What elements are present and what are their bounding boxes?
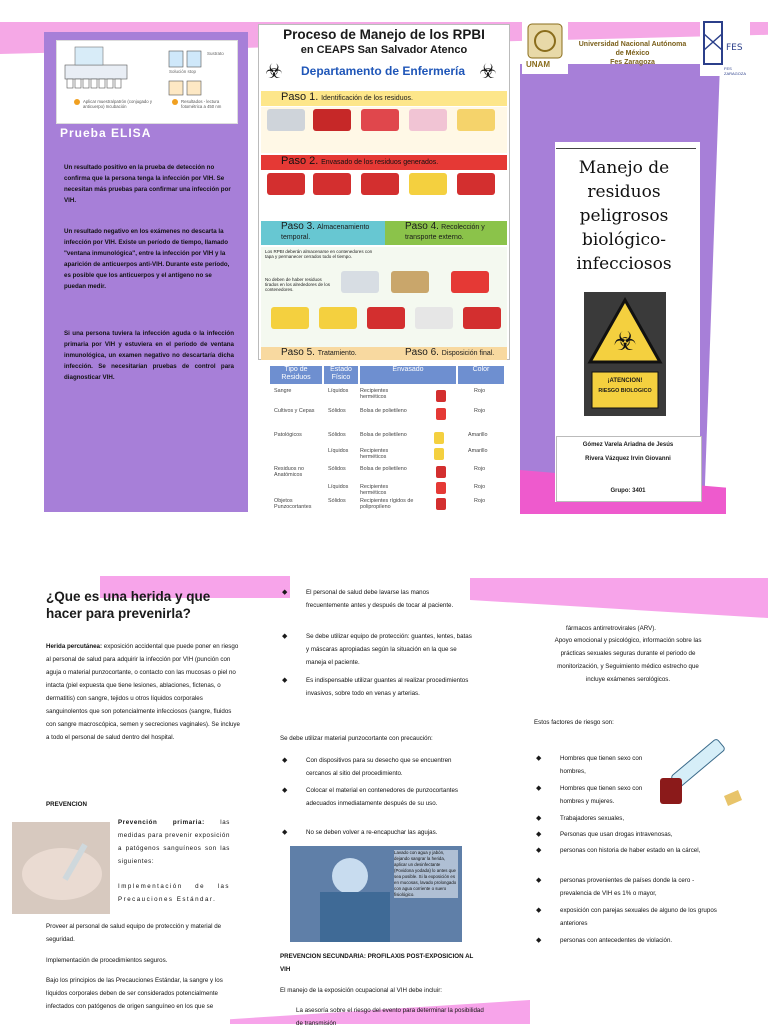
list-item: Con dispositivos para su desecho que se encuentren cercanos al sitio del procedimiento. — [306, 757, 452, 777]
table-cell: Sólidos — [328, 432, 346, 438]
bullet-icon: ◆ — [536, 755, 542, 762]
table-cell: Líquidos — [328, 484, 349, 490]
elisa-paragraph-negative: Un resultado negativo en los exámenes no descarta la infección por VIH. Existe un período de tiempo, llamado "ventana inmunológica", entre la infección por VIH y la aparición de anticuerpos anti-VIH. Durante este período, es posible que los anticuerpos y el antígeno no se puedan medir. — [64, 228, 230, 290]
list-item: Trabajadores sexuales, — [560, 815, 625, 822]
paso-2-header — [261, 155, 507, 170]
container-icon — [434, 432, 444, 444]
paso-5-num: Paso 5. — [281, 347, 315, 358]
table-cell: Recipientes herméticos — [360, 388, 389, 400]
waste-table — [270, 366, 504, 512]
table-cell: Rojo — [474, 466, 486, 472]
author-name-1: Gómez Varela Ariadna de Jesús — [582, 442, 674, 448]
list-item: personas con antecedentes de violación. — [560, 937, 673, 944]
list-item: Se debe utilizar equipo de protección: guantes, lentes, batas y máscaras apropiadas según la situación en la que se maneja el paciente. — [306, 633, 472, 666]
table-cell: Líquidos — [328, 448, 349, 454]
fes-logo-text: FES ZARAGOZA — [724, 66, 747, 76]
paso-2-num: Paso 2. — [281, 155, 319, 167]
table-cell: Bolsa de polietileno — [360, 432, 407, 438]
list-item: Personas que usan drogas intravenosas, — [560, 831, 673, 838]
elisa-title: Prueba ELISA — [60, 126, 152, 140]
hand-injury-photo — [12, 822, 110, 914]
biohazard-icon: ☣ — [479, 61, 497, 83]
paso-4-label: Recolección y transporte externo. — [405, 224, 485, 241]
svg-text:☣: ☣ — [613, 327, 637, 357]
list-item: Colocar el material en contenedores de punzocortantes adecuados inmediatamente después de su uso. — [306, 787, 459, 807]
paso-2-label: Envasado de los residuos generados. — [321, 159, 439, 166]
list-item: personas con historia de haber estado en la cárcel, — [560, 847, 701, 854]
elisa-sustrato-label: Sustrato — [207, 51, 224, 56]
herida-text: exposición accidental que puede poner en riesgo al personal de salud para adquirir la infección por VIH (punción con aguja o material punzocortante, o contacto con las mucosas o piel no intacta (piel expuesta que tiene lesiones, ablaciones, fictenas, o dermatitis) con sangre, tejidos u otros líquidos corporales sanguinolentos que son potencialmente infecciosos (sangre, fluidos con sangre macroscópica, semen y secreciones vaginales). Se incluye a todo el personal de salud dentro del hospital. — [46, 643, 240, 741]
list-item: Hombres que tienen sexo con hombres, — [560, 755, 643, 775]
paso-6-num: Paso 6. — [405, 347, 439, 358]
rpbi-poster — [258, 24, 510, 360]
paso-1-items — [261, 107, 507, 153]
bullet-icon: ◆ — [536, 831, 542, 838]
university-line-2: de México — [615, 50, 650, 57]
paso-3-num: Paso 3. — [281, 221, 315, 232]
factores-heading: Estos factores de riesgo son: — [534, 719, 614, 726]
biohazard-icon: ☣ — [265, 61, 283, 83]
sign-text-attention: ¡ATENCION! — [607, 378, 643, 384]
bullet-icon: ◆ — [282, 757, 288, 764]
paso-1-num: Paso 1. — [281, 91, 319, 103]
fes-zaragoza-logo — [700, 20, 750, 76]
table-cell: Rojo — [474, 408, 486, 414]
decorative-pink-strip — [470, 578, 768, 618]
paso-3-4-content — [261, 247, 507, 347]
procedimientos-seguros: Implementación de procedimientos seguros. — [46, 957, 168, 964]
paso-6-header — [385, 347, 507, 360]
table-cell: Rojo — [474, 498, 486, 504]
list-item: El personal de salud debe lavarse las manos frecuentemente antes y después de tocar al paciente. — [306, 589, 454, 609]
container-icon — [436, 408, 446, 420]
table-cell: Bolsa de polietileno — [360, 408, 407, 414]
paso-5-label: Tratamiento. — [317, 350, 357, 357]
paso-3-header — [261, 221, 385, 245]
container-icon — [436, 498, 446, 510]
table-header: Color — [458, 366, 504, 384]
table-cell: Rojo — [474, 484, 486, 490]
elisa-diagram — [56, 40, 238, 124]
bullet-icon: ◆ — [282, 829, 288, 836]
cover-title: Manejo de residuos peligrosos biológico-infecciosos — [576, 158, 672, 274]
section-heading: ¿Que es una herida y que hacer para prevenirla? — [46, 589, 211, 621]
syringe-drugs-image — [654, 726, 750, 822]
proveer-equipo: Proveer al personal de salud equipo de protección y material de seguridad. — [46, 923, 222, 943]
sign-text-risk: RIESGO BIOLOGICO — [598, 388, 652, 394]
container-icon — [434, 448, 444, 460]
author-name-2: Rivera Vázquez Irvin Giovanni — [585, 456, 671, 462]
bullet-icon: ◆ — [282, 633, 288, 640]
precauciones-paragraph: Bajo los principios de las Precauciones Estándar, la sangre y los líquidos corporales deben de ser considerados potencialmente infectados con patógenos de origen sanguíneo en los que se — [46, 977, 223, 1010]
container-icon — [436, 466, 446, 478]
list-item: No se deben volver a re-encapuchar las agujas. — [306, 829, 438, 836]
bullet-icon: ◆ — [536, 877, 542, 884]
table-cell: Líquidos — [328, 388, 349, 394]
poster-dept-bar — [263, 59, 505, 85]
table-cell: Residuos no Anatómicos — [274, 466, 304, 478]
paso-3-label: Almacenamiento temporal. — [281, 224, 370, 241]
table-cell: Recipientes herméticos — [360, 448, 389, 460]
list-item: personas provenientes de países donde la cero - prevalencia de VIH es 1% o mayor, — [560, 877, 695, 897]
table-cell: Cultivos y Cepas — [274, 408, 315, 414]
paso-3-text2: No deben de haber residuos tirados en los alrededores de los contenedores. — [265, 277, 331, 292]
table-header: Envasado — [360, 366, 456, 384]
elisa-paragraph-positive: Un resultado positivo en la prueba de detección no confirma que la persona tenga la infección por VIH. Se necesitan más pruebas para confirmar una infección por VIH. — [64, 164, 231, 204]
svg-text:FES: FES — [726, 43, 743, 53]
bullet-icon: ◆ — [536, 847, 542, 854]
prevencion-primaria-text: las medidas para prevenir exposición a patógenos sanguíneos son las siguientes: — [118, 819, 230, 865]
herida-term: Herida percutánea: — [46, 643, 103, 650]
table-cell: Amarillo — [468, 432, 488, 438]
table-cell: Rojo — [474, 388, 486, 394]
paso-4-num: Paso 4. — [405, 221, 439, 232]
paso-3-text: Los RPBI deberán almacenarse en contenedores con tapa y permanecer cerrados todo el tiempo. — [265, 249, 373, 259]
paso-1-header — [261, 91, 507, 106]
elisa-paragraph-acute: Si una persona tuviera la infección aguda o la infección primaria por VIH y estuviera en el período de ventana inmunológica, un examen negativo no descartaría dicha infección. Se necesitarían pruebas de control para diagnosticar VIH. — [64, 330, 234, 381]
poster-title: Proceso de Manejo de los RPBI — [283, 27, 485, 42]
photo-caption: Lavado con agua y jabón, dejando sangrar la herida, aplicar un desinfectante (Povidona yodada) lo antes que sea posible. Si la exposición es en mucosas, lavado prolongado con agua corriente o suero fisiológico. — [394, 850, 457, 897]
group-number: Grupo: 3401 — [610, 488, 646, 494]
table-cell: Amarillo — [468, 448, 488, 454]
bullet-icon: ◆ — [536, 785, 542, 792]
list-item: exposición con parejas sexuales de alguno de los grupos anteriores — [560, 907, 717, 927]
prevencion-primaria-term: Prevención primaria: — [118, 819, 205, 826]
bullet-icon: ◆ — [536, 815, 542, 822]
table-cell: Patológicos — [274, 432, 302, 438]
punzocortante-intro: Se debe utilizar material punzocortante con precaución: — [280, 735, 433, 742]
table-cell: Sólidos — [328, 466, 346, 472]
unam-logo — [522, 20, 568, 74]
herida-paragraph — [46, 640, 240, 744]
divider — [556, 148, 696, 149]
surgeon-photo — [290, 846, 462, 942]
unam-logo-text: UNAM — [526, 60, 550, 69]
paso-5-header — [261, 347, 385, 360]
prevencion-secundaria-title: PREVENCION SECUNDARIA: PROFILAXIS POST-EXPOSICION AL VIH — [280, 953, 474, 973]
table-cell: Sangre — [274, 388, 292, 394]
elisa-stop-label: Solución stop — [169, 69, 197, 74]
table-cell: Bolsa de polietileno — [360, 466, 407, 472]
manejo-text: El manejo de la exposición ocupacional al VIH debe incluir: — [280, 987, 443, 994]
bullet-icon: ◆ — [536, 907, 542, 914]
prevencion-primaria — [118, 816, 230, 868]
table-cell: Objetos Punzocortantes — [274, 498, 312, 510]
bullet-icon: ◆ — [282, 787, 288, 794]
bullet-icon: ◆ — [282, 589, 288, 596]
paso-1-label: Identificación de los residuos. — [321, 95, 413, 102]
university-line-1: Universidad Nacional Autónoma — [578, 41, 687, 48]
paso-4-header — [385, 221, 507, 245]
container-icon — [436, 390, 446, 402]
precauciones-estandar: Implementación de las Precauciones Estándar. — [118, 883, 230, 903]
table-cell: Recipientes rígidos de polipropileno — [360, 498, 414, 510]
farmacos-text: fármacos antirretrovirales (ARV). — [566, 625, 656, 632]
table-header: Estado Físico — [324, 366, 358, 384]
list-item: Hombres que tienen sexo con hombres y mujeres. — [560, 785, 643, 805]
poster-subtitle: en CEAPS San Salvador Atenco — [300, 44, 468, 56]
list-item: Es indispensable utilizar guantes al realizar procedimientos invasivos, sobre todo en venas y arterias. — [306, 677, 469, 697]
university-name — [570, 40, 695, 67]
table-cell: Sólidos — [328, 408, 346, 414]
table-header: Tipo de Residuos — [270, 366, 322, 384]
table-cell: Sólidos — [328, 498, 346, 504]
elisa-caption-results: Resultados - lectura fotométrica a 450 nm — [181, 99, 222, 109]
container-icon — [436, 482, 446, 494]
paso-6-label: Disposición final. — [441, 350, 495, 357]
table-cell: Recipientes herméticos — [360, 484, 389, 496]
prevencion-label: PREVENCION — [46, 801, 87, 808]
elisa-caption-apply: Aplicar muestra/patrón (conjugado y anticuerpo) Incubación — [83, 99, 153, 109]
asesoria-text: La asesoría sobre el riesgo del evento para determinar la posibilidad de transmisión — [296, 1007, 484, 1027]
university-line-3: Fes Zaragoza — [610, 59, 655, 66]
bullet-icon: ◆ — [282, 677, 288, 684]
biohazard-sign-image — [584, 292, 666, 416]
bullet-icon: ◆ — [536, 937, 542, 944]
poster-dept: Departamento de Enfermería — [301, 64, 466, 78]
apoyo-text: Apoyo emocional y psicológico, información sobre las prácticas sexuales seguras durante el periodo de monitorización, y Seguimiento médico estrecho que incluye exámenes serológicos. — [554, 637, 702, 683]
paso-2-items — [261, 171, 507, 219]
